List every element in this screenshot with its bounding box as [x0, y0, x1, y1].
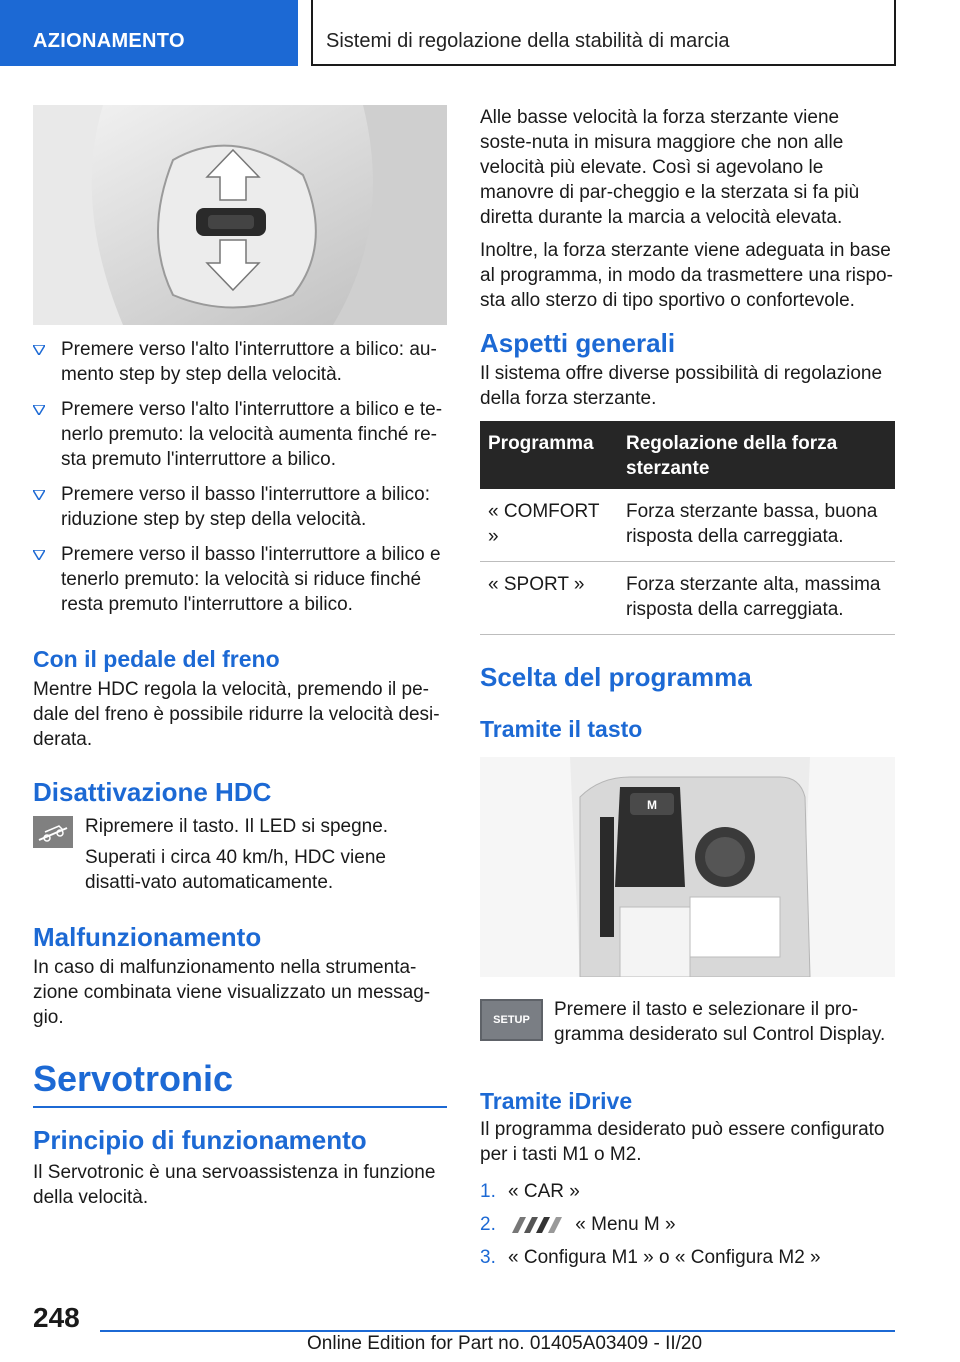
list-item: Premere verso l'alto l'interruttore a bilico: au-mento step by step della velocità.: [33, 337, 447, 387]
list-item: 2. « Menu M »: [480, 1214, 676, 1235]
table-row: [480, 562, 895, 635]
table-header: Regolazione della forza sterzante: [618, 421, 895, 489]
chapter-title: Sistemi di regolazione della stabilità di marcia: [326, 30, 730, 52]
steering-wheel-switch-image: [33, 105, 447, 325]
principle-heading: Principio di funzionamento: [33, 1125, 367, 1155]
brake-text: Mentre HDC regola la velocità, premendo il pe-dale del freno è possibile ridurre la velocità desi-derata.: [33, 679, 440, 750]
header-divider: [311, 0, 313, 66]
deactivation-heading: Disattivazione HDC: [33, 777, 272, 807]
hdc-button-icon: [33, 816, 73, 848]
page-number: 248: [33, 1302, 80, 1333]
center-console-image: [480, 757, 895, 977]
list-item: Premere verso il basso l'interruttore a bilico e tenerlo premuto: la velocità si riduce finché resta premuto l'interruttore a bilico.: [33, 542, 447, 617]
table-header: Programma: [480, 421, 618, 489]
table-cell: « SPORT »: [480, 562, 618, 635]
program-choice-heading: Scelta del programma: [480, 662, 752, 692]
servotronic-rule: [33, 1106, 447, 1108]
general-text: Il sistema offre diverse possibilità di regolazione della forza sterzante.: [480, 363, 883, 409]
steering-wheel-switch-illustration: [33, 105, 447, 325]
setup-button-icon: SETUP: [480, 999, 543, 1041]
steering-program-table: [480, 421, 895, 635]
setup-text: Premere il tasto e selezionare il pro-gramma desiderato sul Control Display.: [554, 999, 886, 1045]
hdc-instruction: [33, 814, 447, 895]
list-item: 1. « CAR »: [480, 1181, 580, 1202]
principle-text: Il Servotronic è una servoassistenza in funzione della velocità.: [33, 1162, 436, 1208]
edition-note: Online Edition for Part no. 01405A03409 - II/20: [307, 1333, 703, 1354]
triangle-bullet-icon: [33, 550, 45, 560]
via-idrive-heading: Tramite iDrive: [480, 1088, 633, 1114]
via-button-heading: Tramite il tasto: [480, 716, 643, 742]
list-item: Premere verso l'alto l'interruttore a bilico e te-nerlo premuto: la velocità aumenta finché re-sta premuto l'interruttore a bilico.: [33, 397, 447, 472]
malfunction-heading: Malfunzionamento: [33, 922, 262, 952]
right-column: [480, 105, 895, 1278]
triangle-bullet-icon: [33, 345, 45, 355]
intro-paragraph-2: Inoltre, la forza sterzante viene adeguata in base al programma, in modo da trasmettere una rispo-sta allo sterzo di tipo sportivo o confortevole.: [480, 240, 893, 311]
m-stripes-icon: [508, 1217, 562, 1233]
table-cell: « COMFORT »: [480, 489, 618, 562]
header-divider-right: [894, 0, 896, 66]
idrive-text: Il programma desiderato può essere configurato per i tasti M1 o M2.: [480, 1119, 885, 1165]
list-item: 3. « Configura M1 » o « Configura M2 »: [480, 1247, 821, 1268]
left-column: [33, 105, 447, 1210]
intro-paragraph-1: Alle basse velocità la forza sterzante viene soste-nuta in misura maggiore che non alle velocità più elevate. Così si agevolano le manovre di par-cheggio e la sterzata si fa più diretta durante la marcia a velocità elevata.: [480, 107, 860, 228]
setup-instruction: [480, 997, 895, 1047]
speed-adjustment-list: [33, 337, 447, 617]
list-item: Premere verso il basso l'interruttore a bilico: riduzione step by step della velocità.: [33, 482, 447, 532]
table-row: [480, 489, 895, 562]
brake-heading: Con il pedale del freno: [33, 646, 280, 672]
general-heading: Aspetti generali: [480, 328, 676, 358]
center-console-illustration: [480, 757, 895, 977]
triangle-bullet-icon: [33, 405, 45, 415]
deactivation-text-2: Superati i circa 40 km/h, HDC viene disatti-vato automaticamente.: [85, 847, 386, 893]
table-cell: Forza sterzante alta, massima risposta della carreggiata.: [618, 562, 895, 635]
svg-text:M: M: [647, 798, 657, 812]
table-cell: Forza sterzante bassa, buona risposta della carreggiata.: [618, 489, 895, 562]
section-tab: AZIONAMENTO: [0, 0, 298, 66]
servotronic-heading: Servotronic: [33, 1058, 234, 1099]
deactivation-text: Ripremere il tasto. Il LED si spegne.: [85, 816, 389, 837]
footer-rule: [100, 1330, 895, 1332]
table-header-row: [480, 421, 895, 489]
idrive-steps: [480, 1179, 895, 1270]
malfunction-text: In caso di malfunzionamento nella strumenta-zione combinata viene visualizzato un messag-gio.: [33, 957, 431, 1028]
page-header: [0, 0, 960, 66]
triangle-bullet-icon: [33, 490, 45, 500]
header-underline: [311, 64, 896, 66]
